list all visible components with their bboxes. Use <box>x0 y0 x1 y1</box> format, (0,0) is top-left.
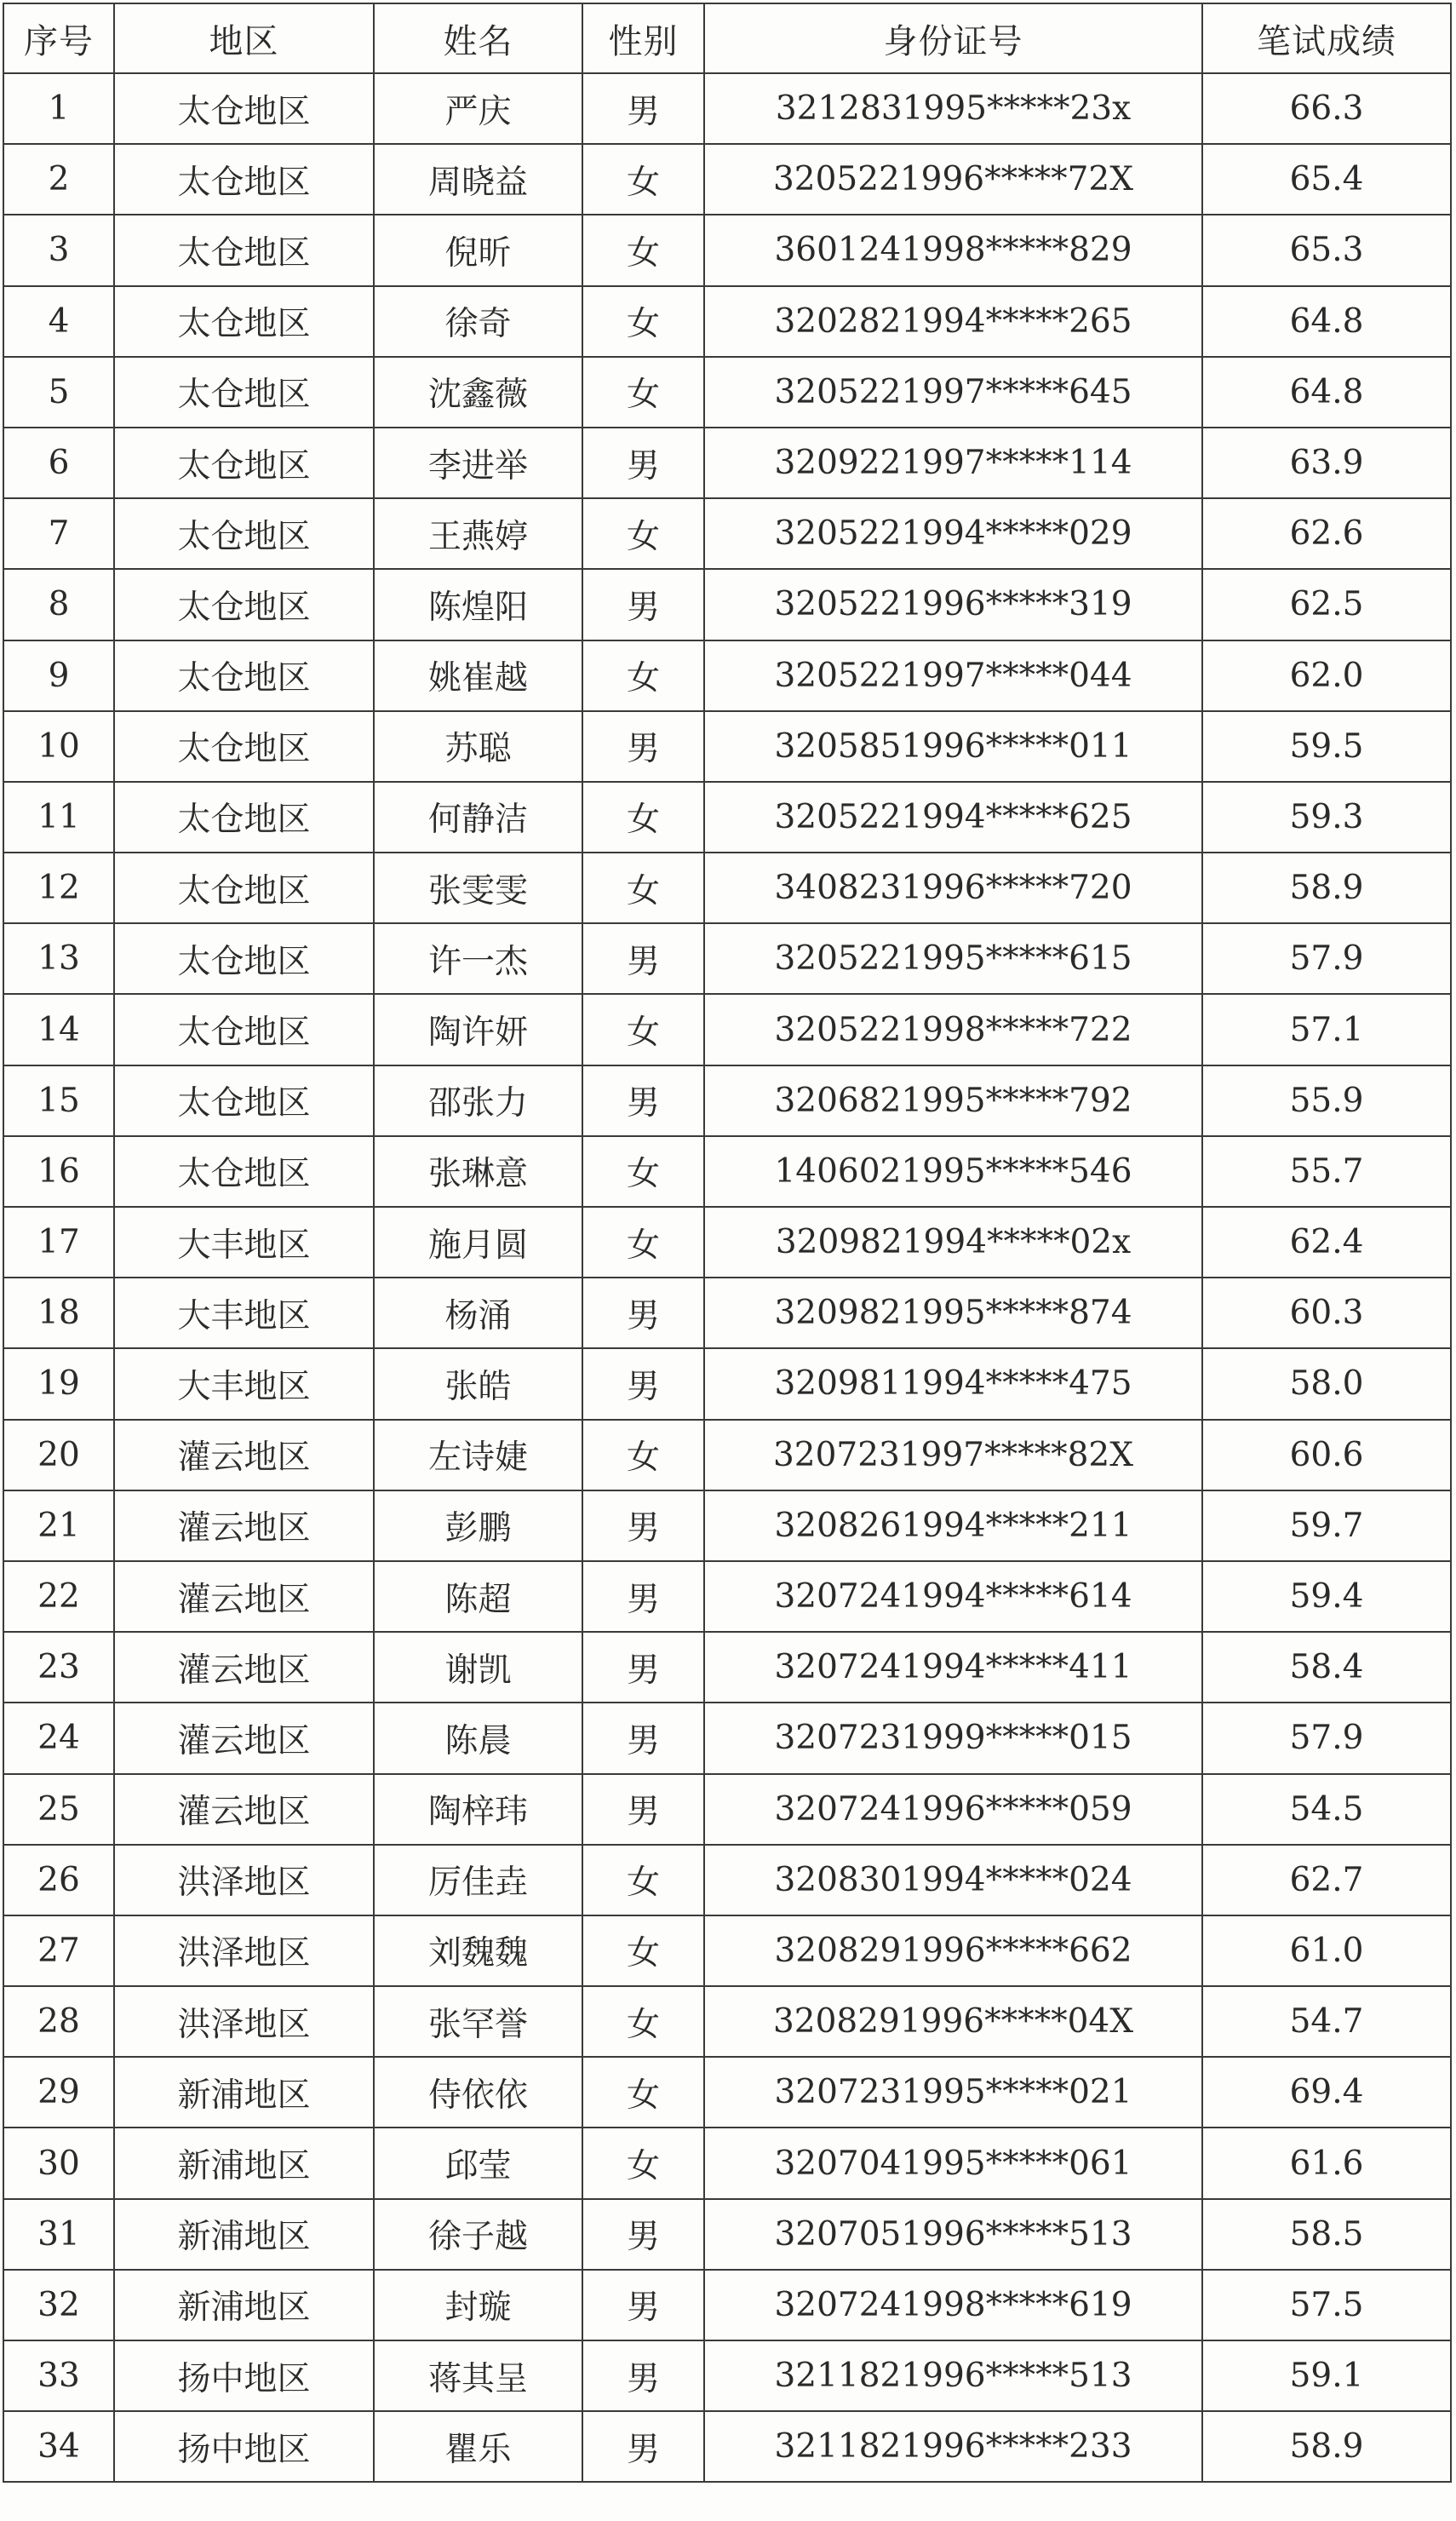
cell-score: 61.6 <box>1202 2128 1451 2198</box>
cell-score: 64.8 <box>1202 357 1451 428</box>
cell-no: 13 <box>3 923 114 994</box>
cell-name: 侍依依 <box>374 2057 582 2128</box>
cell-name: 苏聪 <box>374 711 582 782</box>
cell-id-number: 3205221998*****722 <box>704 994 1202 1065</box>
table-row <box>3 782 1451 853</box>
cell-id-number: 3209811994*****475 <box>704 1348 1202 1419</box>
cell-no: 23 <box>3 1632 114 1703</box>
cell-score: 61.0 <box>1202 1915 1451 1986</box>
cell-score: 64.8 <box>1202 286 1451 357</box>
cell-no: 2 <box>3 144 114 215</box>
cell-region: 太仓地区 <box>114 853 374 923</box>
cell-gender: 男 <box>582 2411 704 2482</box>
cell-name: 陶梓玮 <box>374 1774 582 1845</box>
cell-region: 太仓地区 <box>114 144 374 215</box>
cell-no: 21 <box>3 1490 114 1561</box>
cell-id-number: 3207241998*****619 <box>704 2270 1202 2340</box>
cell-no: 7 <box>3 498 114 569</box>
cell-gender: 男 <box>582 428 704 498</box>
cell-id-number: 3601241998*****829 <box>704 215 1202 285</box>
cell-region: 太仓地区 <box>114 286 374 357</box>
cell-gender: 男 <box>582 1561 704 1632</box>
cell-gender: 女 <box>582 1420 704 1490</box>
cell-gender: 女 <box>582 782 704 853</box>
cell-name: 王燕婷 <box>374 498 582 569</box>
cell-score: 60.6 <box>1202 1420 1451 1490</box>
header-name: 姓名 <box>374 3 582 73</box>
cell-id-number: 3207241994*****411 <box>704 1632 1202 1703</box>
cell-id-number: 3202821994*****265 <box>704 286 1202 357</box>
table-row <box>3 1632 1451 1703</box>
cell-no: 34 <box>3 2411 114 2482</box>
cell-score: 66.3 <box>1202 73 1451 144</box>
cell-score: 54.5 <box>1202 1774 1451 1845</box>
header-region: 地区 <box>114 3 374 73</box>
table-row <box>3 853 1451 923</box>
cell-gender: 男 <box>582 923 704 994</box>
cell-region: 太仓地区 <box>114 428 374 498</box>
cell-no: 29 <box>3 2057 114 2128</box>
cell-id-number: 3207231995*****021 <box>704 2057 1202 2128</box>
cell-region: 大丰地区 <box>114 1207 374 1278</box>
cell-id-number: 3211821996*****513 <box>704 2340 1202 2411</box>
table-row <box>3 2411 1451 2482</box>
cell-name: 施月圆 <box>374 1207 582 1278</box>
cell-name: 邵张力 <box>374 1065 582 1136</box>
cell-score: 59.4 <box>1202 1561 1451 1632</box>
cell-no: 32 <box>3 2270 114 2340</box>
cell-gender: 女 <box>582 853 704 923</box>
table-row <box>3 73 1451 144</box>
cell-name: 姚崔越 <box>374 640 582 711</box>
cell-id-number: 1406021995*****546 <box>704 1136 1202 1207</box>
cell-no: 6 <box>3 428 114 498</box>
table-row <box>3 1986 1451 2057</box>
cell-no: 27 <box>3 1915 114 1986</box>
cell-name: 沈鑫薇 <box>374 357 582 428</box>
table-row <box>3 144 1451 215</box>
table-row <box>3 923 1451 994</box>
cell-no: 8 <box>3 569 114 640</box>
cell-score: 69.4 <box>1202 2057 1451 2128</box>
cell-id-number: 3205221997*****044 <box>704 640 1202 711</box>
cell-score: 58.5 <box>1202 2199 1451 2270</box>
cell-no: 25 <box>3 1774 114 1845</box>
cell-gender: 女 <box>582 1207 704 1278</box>
table-row <box>3 357 1451 428</box>
cell-no: 15 <box>3 1065 114 1136</box>
cell-id-number: 3208291996*****04X <box>704 1986 1202 2057</box>
cell-score: 62.6 <box>1202 498 1451 569</box>
cell-region: 大丰地区 <box>114 1278 374 1348</box>
cell-gender: 女 <box>582 994 704 1065</box>
cell-region: 灌云地区 <box>114 1561 374 1632</box>
cell-name: 彭鹏 <box>374 1490 582 1561</box>
cell-name: 封璇 <box>374 2270 582 2340</box>
table-row <box>3 711 1451 782</box>
cell-id-number: 3208261994*****211 <box>704 1490 1202 1561</box>
cell-region: 太仓地区 <box>114 923 374 994</box>
cell-score: 62.0 <box>1202 640 1451 711</box>
cell-name: 刘魏魏 <box>374 1915 582 1986</box>
cell-no: 14 <box>3 994 114 1065</box>
cell-gender: 男 <box>582 2340 704 2411</box>
cell-id-number: 3205851996*****011 <box>704 711 1202 782</box>
cell-id-number: 3211821996*****233 <box>704 2411 1202 2482</box>
cell-id-number: 3205221997*****645 <box>704 357 1202 428</box>
cell-id-number: 3207041995*****061 <box>704 2128 1202 2198</box>
cell-score: 57.9 <box>1202 1703 1451 1773</box>
cell-gender: 女 <box>582 2057 704 2128</box>
cell-name: 徐子越 <box>374 2199 582 2270</box>
table-row <box>3 1561 1451 1632</box>
cell-region: 太仓地区 <box>114 782 374 853</box>
cell-name: 张琳意 <box>374 1136 582 1207</box>
cell-score: 59.7 <box>1202 1490 1451 1561</box>
cell-gender: 男 <box>582 1278 704 1348</box>
cell-region: 新浦地区 <box>114 2199 374 2270</box>
table-row <box>3 1065 1451 1136</box>
table-row <box>3 1348 1451 1419</box>
cell-gender: 女 <box>582 144 704 215</box>
header-no: 序号 <box>3 3 114 73</box>
cell-score: 62.5 <box>1202 569 1451 640</box>
cell-gender: 男 <box>582 1065 704 1136</box>
table-row <box>3 2270 1451 2340</box>
cell-no: 19 <box>3 1348 114 1419</box>
cell-score: 65.3 <box>1202 215 1451 285</box>
cell-gender: 女 <box>582 1915 704 1986</box>
cell-gender: 女 <box>582 215 704 285</box>
table-row <box>3 498 1451 569</box>
cell-region: 大丰地区 <box>114 1348 374 1419</box>
cell-no: 20 <box>3 1420 114 1490</box>
cell-name: 李进举 <box>374 428 582 498</box>
cell-score: 59.1 <box>1202 2340 1451 2411</box>
cell-name: 蒋其呈 <box>374 2340 582 2411</box>
cell-no: 30 <box>3 2128 114 2198</box>
cell-no: 1 <box>3 73 114 144</box>
cell-gender: 男 <box>582 1774 704 1845</box>
cell-no: 11 <box>3 782 114 853</box>
cell-id-number: 3205221996*****319 <box>704 569 1202 640</box>
cell-id-number: 3207241996*****059 <box>704 1774 1202 1845</box>
cell-name: 许一杰 <box>374 923 582 994</box>
cell-score: 60.3 <box>1202 1278 1451 1348</box>
cell-id-number: 3408231996*****720 <box>704 853 1202 923</box>
cell-gender: 女 <box>582 286 704 357</box>
cell-score: 58.0 <box>1202 1348 1451 1419</box>
cell-region: 新浦地区 <box>114 2128 374 2198</box>
cell-score: 59.5 <box>1202 711 1451 782</box>
cell-gender: 男 <box>582 1348 704 1419</box>
table-row <box>3 1703 1451 1773</box>
cell-score: 63.9 <box>1202 428 1451 498</box>
cell-name: 杨涌 <box>374 1278 582 1348</box>
cell-no: 24 <box>3 1703 114 1773</box>
cell-name: 邱莹 <box>374 2128 582 2198</box>
cell-gender: 男 <box>582 2199 704 2270</box>
cell-name: 陈晨 <box>374 1703 582 1773</box>
cell-score: 57.1 <box>1202 994 1451 1065</box>
cell-no: 17 <box>3 1207 114 1278</box>
cell-id-number: 3209221997*****114 <box>704 428 1202 498</box>
cell-region: 灌云地区 <box>114 1703 374 1773</box>
table-row <box>3 1136 1451 1207</box>
cell-name: 徐奇 <box>374 286 582 357</box>
cell-no: 4 <box>3 286 114 357</box>
cell-name: 张皓 <box>374 1348 582 1419</box>
table-row <box>3 2128 1451 2198</box>
cell-id-number: 3205221994*****029 <box>704 498 1202 569</box>
table-row <box>3 2340 1451 2411</box>
cell-no: 33 <box>3 2340 114 2411</box>
cell-score: 55.9 <box>1202 1065 1451 1136</box>
table-row <box>3 1207 1451 1278</box>
cell-name: 陈煌阳 <box>374 569 582 640</box>
cell-id-number: 3207231999*****015 <box>704 1703 1202 1773</box>
cell-name: 厉佳垚 <box>374 1845 582 1915</box>
cell-gender: 女 <box>582 1136 704 1207</box>
cell-id-number: 3205221994*****625 <box>704 782 1202 853</box>
cell-gender: 男 <box>582 569 704 640</box>
cell-score: 59.3 <box>1202 782 1451 853</box>
cell-no: 26 <box>3 1845 114 1915</box>
table-row <box>3 428 1451 498</box>
table-row <box>3 1490 1451 1561</box>
cell-score: 58.9 <box>1202 2411 1451 2482</box>
cell-gender: 女 <box>582 498 704 569</box>
cell-gender: 男 <box>582 2270 704 2340</box>
cell-gender: 男 <box>582 1632 704 1703</box>
cell-region: 太仓地区 <box>114 569 374 640</box>
header-gender: 性别 <box>582 3 704 73</box>
cell-name: 张雯雯 <box>374 853 582 923</box>
cell-id-number: 3206821995*****792 <box>704 1065 1202 1136</box>
cell-region: 灌云地区 <box>114 1490 374 1561</box>
cell-region: 扬中地区 <box>114 2340 374 2411</box>
cell-name: 倪昕 <box>374 215 582 285</box>
cell-id-number: 3205221995*****615 <box>704 923 1202 994</box>
cell-gender: 女 <box>582 1986 704 2057</box>
cell-score: 58.9 <box>1202 853 1451 923</box>
cell-region: 太仓地区 <box>114 1136 374 1207</box>
cell-no: 5 <box>3 357 114 428</box>
cell-id-number: 3205221996*****72X <box>704 144 1202 215</box>
cell-region: 新浦地区 <box>114 2057 374 2128</box>
cell-name: 张罕誉 <box>374 1986 582 2057</box>
cell-name: 谢凯 <box>374 1632 582 1703</box>
cell-no: 10 <box>3 711 114 782</box>
cell-gender: 女 <box>582 640 704 711</box>
cell-id-number: 3207231997*****82X <box>704 1420 1202 1490</box>
table-row <box>3 215 1451 285</box>
cell-region: 灌云地区 <box>114 1632 374 1703</box>
table-row <box>3 2199 1451 2270</box>
cell-region: 新浦地区 <box>114 2270 374 2340</box>
cell-no: 3 <box>3 215 114 285</box>
table-row <box>3 2057 1451 2128</box>
cell-score: 55.7 <box>1202 1136 1451 1207</box>
cell-region: 灌云地区 <box>114 1774 374 1845</box>
cell-name: 周晓益 <box>374 144 582 215</box>
cell-region: 太仓地区 <box>114 357 374 428</box>
cell-id-number: 3207051996*****513 <box>704 2199 1202 2270</box>
cell-region: 灌云地区 <box>114 1420 374 1490</box>
cell-no: 12 <box>3 853 114 923</box>
cell-score: 65.4 <box>1202 144 1451 215</box>
cell-gender: 男 <box>582 1703 704 1773</box>
cell-no: 28 <box>3 1986 114 2057</box>
cell-region: 洪泽地区 <box>114 1986 374 2057</box>
cell-name: 左诗婕 <box>374 1420 582 1490</box>
table-row <box>3 1774 1451 1845</box>
table-body <box>3 73 1451 2482</box>
cell-name: 严庆 <box>374 73 582 144</box>
cell-id-number: 3209821994*****02x <box>704 1207 1202 1278</box>
header-id-number: 身份证号 <box>704 3 1202 73</box>
table-row <box>3 286 1451 357</box>
cell-no: 16 <box>3 1136 114 1207</box>
cell-gender: 男 <box>582 711 704 782</box>
cell-gender: 男 <box>582 1490 704 1561</box>
cell-id-number: 3207241994*****614 <box>704 1561 1202 1632</box>
cell-no: 31 <box>3 2199 114 2270</box>
cell-name: 何静洁 <box>374 782 582 853</box>
cell-region: 洪泽地区 <box>114 1845 374 1915</box>
score-table <box>3 3 1452 2483</box>
cell-score: 62.7 <box>1202 1845 1451 1915</box>
cell-region: 太仓地区 <box>114 640 374 711</box>
table-row <box>3 1278 1451 1348</box>
cell-score: 62.4 <box>1202 1207 1451 1278</box>
cell-region: 扬中地区 <box>114 2411 374 2482</box>
table-row <box>3 1915 1451 1986</box>
cell-score: 54.7 <box>1202 1986 1451 2057</box>
cell-gender: 女 <box>582 2128 704 2198</box>
table-row <box>3 640 1451 711</box>
cell-region: 太仓地区 <box>114 711 374 782</box>
cell-gender: 女 <box>582 1845 704 1915</box>
cell-score: 57.9 <box>1202 923 1451 994</box>
table-row <box>3 569 1451 640</box>
cell-region: 太仓地区 <box>114 994 374 1065</box>
header-score: 笔试成绩 <box>1202 3 1451 73</box>
cell-no: 18 <box>3 1278 114 1348</box>
cell-name: 陶许妍 <box>374 994 582 1065</box>
cell-region: 太仓地区 <box>114 73 374 144</box>
cell-score: 58.4 <box>1202 1632 1451 1703</box>
table-row <box>3 1420 1451 1490</box>
cell-region: 太仓地区 <box>114 498 374 569</box>
cell-region: 太仓地区 <box>114 215 374 285</box>
cell-name: 陈超 <box>374 1561 582 1632</box>
cell-gender: 男 <box>582 73 704 144</box>
cell-id-number: 3208301994*****024 <box>704 1845 1202 1915</box>
cell-no: 22 <box>3 1561 114 1632</box>
cell-name: 瞿乐 <box>374 2411 582 2482</box>
cell-id-number: 3212831995*****23x <box>704 73 1202 144</box>
cell-gender: 女 <box>582 357 704 428</box>
cell-region: 洪泽地区 <box>114 1915 374 1986</box>
table-row <box>3 994 1451 1065</box>
header-row <box>3 3 1451 73</box>
cell-region: 太仓地区 <box>114 1065 374 1136</box>
cell-id-number: 3209821995*****874 <box>704 1278 1202 1348</box>
cell-no: 9 <box>3 640 114 711</box>
cell-id-number: 3208291996*****662 <box>704 1915 1202 1986</box>
table-row <box>3 1845 1451 1915</box>
cell-score: 57.5 <box>1202 2270 1451 2340</box>
